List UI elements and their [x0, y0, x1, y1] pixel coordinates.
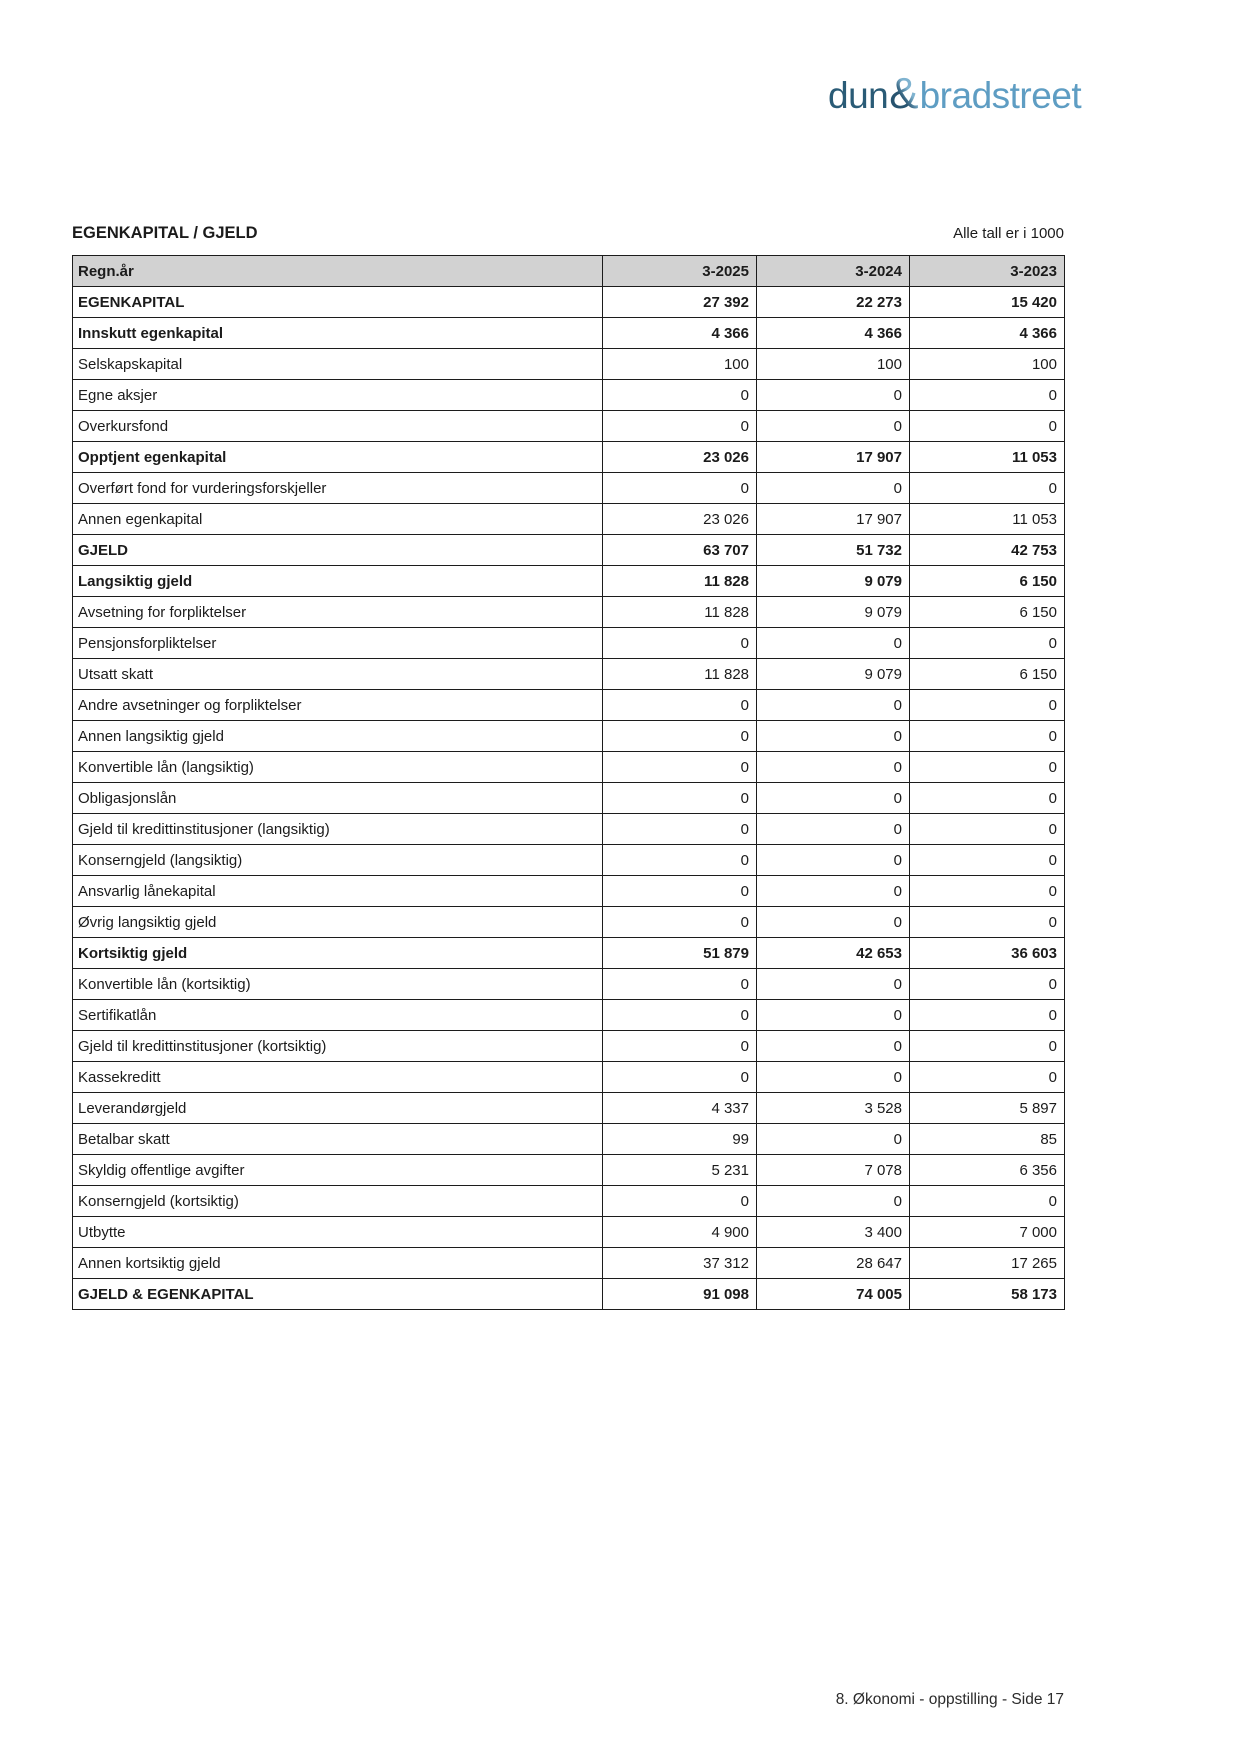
row-value: 22 273: [757, 287, 910, 318]
row-label: Skyldig offentlige avgifter: [73, 1155, 603, 1186]
row-label: Annen langsiktig gjeld: [73, 721, 603, 752]
table-row: [73, 1124, 1065, 1155]
logo-text-dun: dun: [828, 75, 889, 116]
row-value: 58 173: [910, 1279, 1065, 1310]
row-value: 0: [603, 876, 757, 907]
row-value: 36 603: [910, 938, 1065, 969]
row-value: 11 828: [603, 566, 757, 597]
column-header-year-2: 3-2024: [757, 256, 910, 287]
table-row: [73, 752, 1065, 783]
row-value: 0: [910, 721, 1065, 752]
row-value: 17 907: [757, 504, 910, 535]
row-label: Sertifikatlån: [73, 1000, 603, 1031]
table-row: [73, 380, 1065, 411]
table-row: [73, 876, 1065, 907]
table-row: [73, 1155, 1065, 1186]
row-label: GJELD & EGENKAPITAL: [73, 1279, 603, 1310]
row-value: 0: [603, 721, 757, 752]
row-value: 11 828: [603, 597, 757, 628]
row-value: 0: [910, 1186, 1065, 1217]
row-value: 0: [910, 783, 1065, 814]
table-header-row: [73, 256, 1065, 287]
row-value: 28 647: [757, 1248, 910, 1279]
row-value: 0: [757, 473, 910, 504]
table-row: [73, 411, 1065, 442]
row-value: 0: [910, 411, 1065, 442]
row-value: 37 312: [603, 1248, 757, 1279]
table-row: [73, 659, 1065, 690]
table-row: [73, 535, 1065, 566]
column-header-regnar: Regn.år: [73, 256, 603, 287]
logo-text-bradstreet: bradstreet: [919, 75, 1082, 116]
row-value: 42 653: [757, 938, 910, 969]
row-value: 0: [910, 907, 1065, 938]
row-value: 85: [910, 1124, 1065, 1155]
dun-bradstreet-logo: [828, 69, 1082, 118]
row-label: Kassekreditt: [73, 1062, 603, 1093]
column-header-year-1: 3-2025: [603, 256, 757, 287]
row-label: Opptjent egenkapital: [73, 442, 603, 473]
table-row: [73, 783, 1065, 814]
row-value: 0: [757, 1062, 910, 1093]
row-value: 0: [757, 411, 910, 442]
page-title: EGENKAPITAL / GJELD: [72, 224, 258, 242]
row-label: Innskutt egenkapital: [73, 318, 603, 349]
row-label: EGENKAPITAL: [73, 287, 603, 318]
row-value: 3 400: [757, 1217, 910, 1248]
table-row: [73, 1031, 1065, 1062]
row-label: Overkursfond: [73, 411, 603, 442]
table-row: [73, 721, 1065, 752]
table-row: [73, 442, 1065, 473]
row-value: 0: [603, 1186, 757, 1217]
row-value: 51 879: [603, 938, 757, 969]
row-label: Kortsiktig gjeld: [73, 938, 603, 969]
row-value: 3 528: [757, 1093, 910, 1124]
row-label: Konserngjeld (langsiktig): [73, 845, 603, 876]
row-value: 0: [603, 783, 757, 814]
row-value: 11 828: [603, 659, 757, 690]
row-label: Konserngjeld (kortsiktig): [73, 1186, 603, 1217]
table-row: [73, 1062, 1065, 1093]
row-value: 0: [603, 380, 757, 411]
row-value: 0: [603, 845, 757, 876]
row-value: 0: [603, 411, 757, 442]
logo-ampersand-icon: &: [889, 69, 919, 118]
title-bar: [72, 224, 1064, 243]
table-row: [73, 1217, 1065, 1248]
row-value: 0: [910, 473, 1065, 504]
row-label: Utsatt skatt: [73, 659, 603, 690]
table-row: [73, 1279, 1065, 1310]
row-label: Andre avsetninger og forpliktelser: [73, 690, 603, 721]
table-row: [73, 1000, 1065, 1031]
table-row: [73, 473, 1065, 504]
table-row: [73, 814, 1065, 845]
row-value: 0: [910, 690, 1065, 721]
row-label: Avsetning for forpliktelser: [73, 597, 603, 628]
row-value: 6 150: [910, 597, 1065, 628]
row-value: 6 150: [910, 659, 1065, 690]
row-label: Betalbar skatt: [73, 1124, 603, 1155]
row-value: 51 732: [757, 535, 910, 566]
row-value: 91 098: [603, 1279, 757, 1310]
table-row: [73, 349, 1065, 380]
row-value: 0: [603, 969, 757, 1000]
row-value: 15 420: [910, 287, 1065, 318]
row-label: Egne aksjer: [73, 380, 603, 411]
row-value: 0: [603, 628, 757, 659]
row-value: 23 026: [603, 504, 757, 535]
row-value: 100: [910, 349, 1065, 380]
row-value: 0: [910, 969, 1065, 1000]
row-label: Gjeld til kredittinstitusjoner (langsiktig): [73, 814, 603, 845]
row-label: Leverandørgjeld: [73, 1093, 603, 1124]
page-footer: 8. Økonomi - oppstilling - Side 17: [835, 1691, 1064, 1708]
row-value: 0: [910, 380, 1065, 411]
row-label: Annen kortsiktig gjeld: [73, 1248, 603, 1279]
row-label: Gjeld til kredittinstitusjoner (kortsiktig): [73, 1031, 603, 1062]
row-value: 5 897: [910, 1093, 1065, 1124]
table-row: [73, 504, 1065, 535]
row-value: 0: [757, 907, 910, 938]
row-value: 42 753: [910, 535, 1065, 566]
row-value: 17 265: [910, 1248, 1065, 1279]
table-row: [73, 938, 1065, 969]
row-value: 6 356: [910, 1155, 1065, 1186]
table-row: [73, 628, 1065, 659]
row-value: 0: [603, 1062, 757, 1093]
row-value: 0: [757, 380, 910, 411]
row-label: Øvrig langsiktig gjeld: [73, 907, 603, 938]
row-value: 9 079: [757, 566, 910, 597]
row-label: GJELD: [73, 535, 603, 566]
row-value: 0: [757, 814, 910, 845]
row-value: 0: [603, 907, 757, 938]
table-row: [73, 1248, 1065, 1279]
row-label: Konvertible lån (langsiktig): [73, 752, 603, 783]
row-value: 74 005: [757, 1279, 910, 1310]
row-label: Langsiktig gjeld: [73, 566, 603, 597]
row-value: 4 337: [603, 1093, 757, 1124]
row-value: 7 078: [757, 1155, 910, 1186]
table-row: [73, 845, 1065, 876]
row-value: 0: [603, 752, 757, 783]
row-value: 4 900: [603, 1217, 757, 1248]
table-row: [73, 1186, 1065, 1217]
row-value: 9 079: [757, 659, 910, 690]
row-label: Annen egenkapital: [73, 504, 603, 535]
row-value: 0: [757, 783, 910, 814]
row-value: 4 366: [757, 318, 910, 349]
row-label: Utbytte: [73, 1217, 603, 1248]
row-value: 4 366: [910, 318, 1065, 349]
row-value: 6 150: [910, 566, 1065, 597]
row-value: 0: [910, 876, 1065, 907]
table-row: [73, 287, 1065, 318]
row-value: 7 000: [910, 1217, 1065, 1248]
row-value: 9 079: [757, 597, 910, 628]
row-value: 0: [757, 721, 910, 752]
row-value: 5 231: [603, 1155, 757, 1186]
balance-sheet-table: [72, 255, 1065, 1310]
row-value: 4 366: [603, 318, 757, 349]
row-label: Pensjonsforpliktelser: [73, 628, 603, 659]
table-row: [73, 907, 1065, 938]
row-value: 0: [910, 814, 1065, 845]
row-value: 0: [757, 845, 910, 876]
row-value: 0: [757, 1124, 910, 1155]
row-value: 0: [910, 1000, 1065, 1031]
row-value: 0: [603, 473, 757, 504]
row-value: 11 053: [910, 504, 1065, 535]
row-value: 27 392: [603, 287, 757, 318]
row-label: Selskapskapital: [73, 349, 603, 380]
row-value: 0: [603, 690, 757, 721]
table-row: [73, 1093, 1065, 1124]
row-label: Overført fond for vurderingsforskjeller: [73, 473, 603, 504]
table-row: [73, 969, 1065, 1000]
row-value: 11 053: [910, 442, 1065, 473]
row-value: 100: [757, 349, 910, 380]
table-body: [73, 287, 1065, 1310]
row-value: 0: [603, 814, 757, 845]
table-row: [73, 597, 1065, 628]
table-row: [73, 318, 1065, 349]
row-value: 0: [910, 752, 1065, 783]
row-value: 17 907: [757, 442, 910, 473]
row-value: 0: [910, 1031, 1065, 1062]
row-value: 0: [603, 1031, 757, 1062]
row-value: 100: [603, 349, 757, 380]
row-value: 0: [757, 690, 910, 721]
row-value: 0: [910, 628, 1065, 659]
row-value: 23 026: [603, 442, 757, 473]
row-value: 0: [757, 752, 910, 783]
row-label: Konvertible lån (kortsiktig): [73, 969, 603, 1000]
table-row: [73, 566, 1065, 597]
row-value: 0: [757, 1031, 910, 1062]
row-value: 0: [757, 628, 910, 659]
table-row: [73, 690, 1065, 721]
row-value: 0: [910, 1062, 1065, 1093]
row-value: 99: [603, 1124, 757, 1155]
row-value: 0: [757, 1186, 910, 1217]
row-value: 0: [910, 845, 1065, 876]
units-note: Alle tall er i 1000: [953, 225, 1064, 242]
row-value: 0: [603, 1000, 757, 1031]
row-value: 63 707: [603, 535, 757, 566]
column-header-year-3: 3-2023: [910, 256, 1065, 287]
row-label: Obligasjonslån: [73, 783, 603, 814]
row-label: Ansvarlig lånekapital: [73, 876, 603, 907]
row-value: 0: [757, 1000, 910, 1031]
row-value: 0: [757, 876, 910, 907]
row-value: 0: [757, 969, 910, 1000]
